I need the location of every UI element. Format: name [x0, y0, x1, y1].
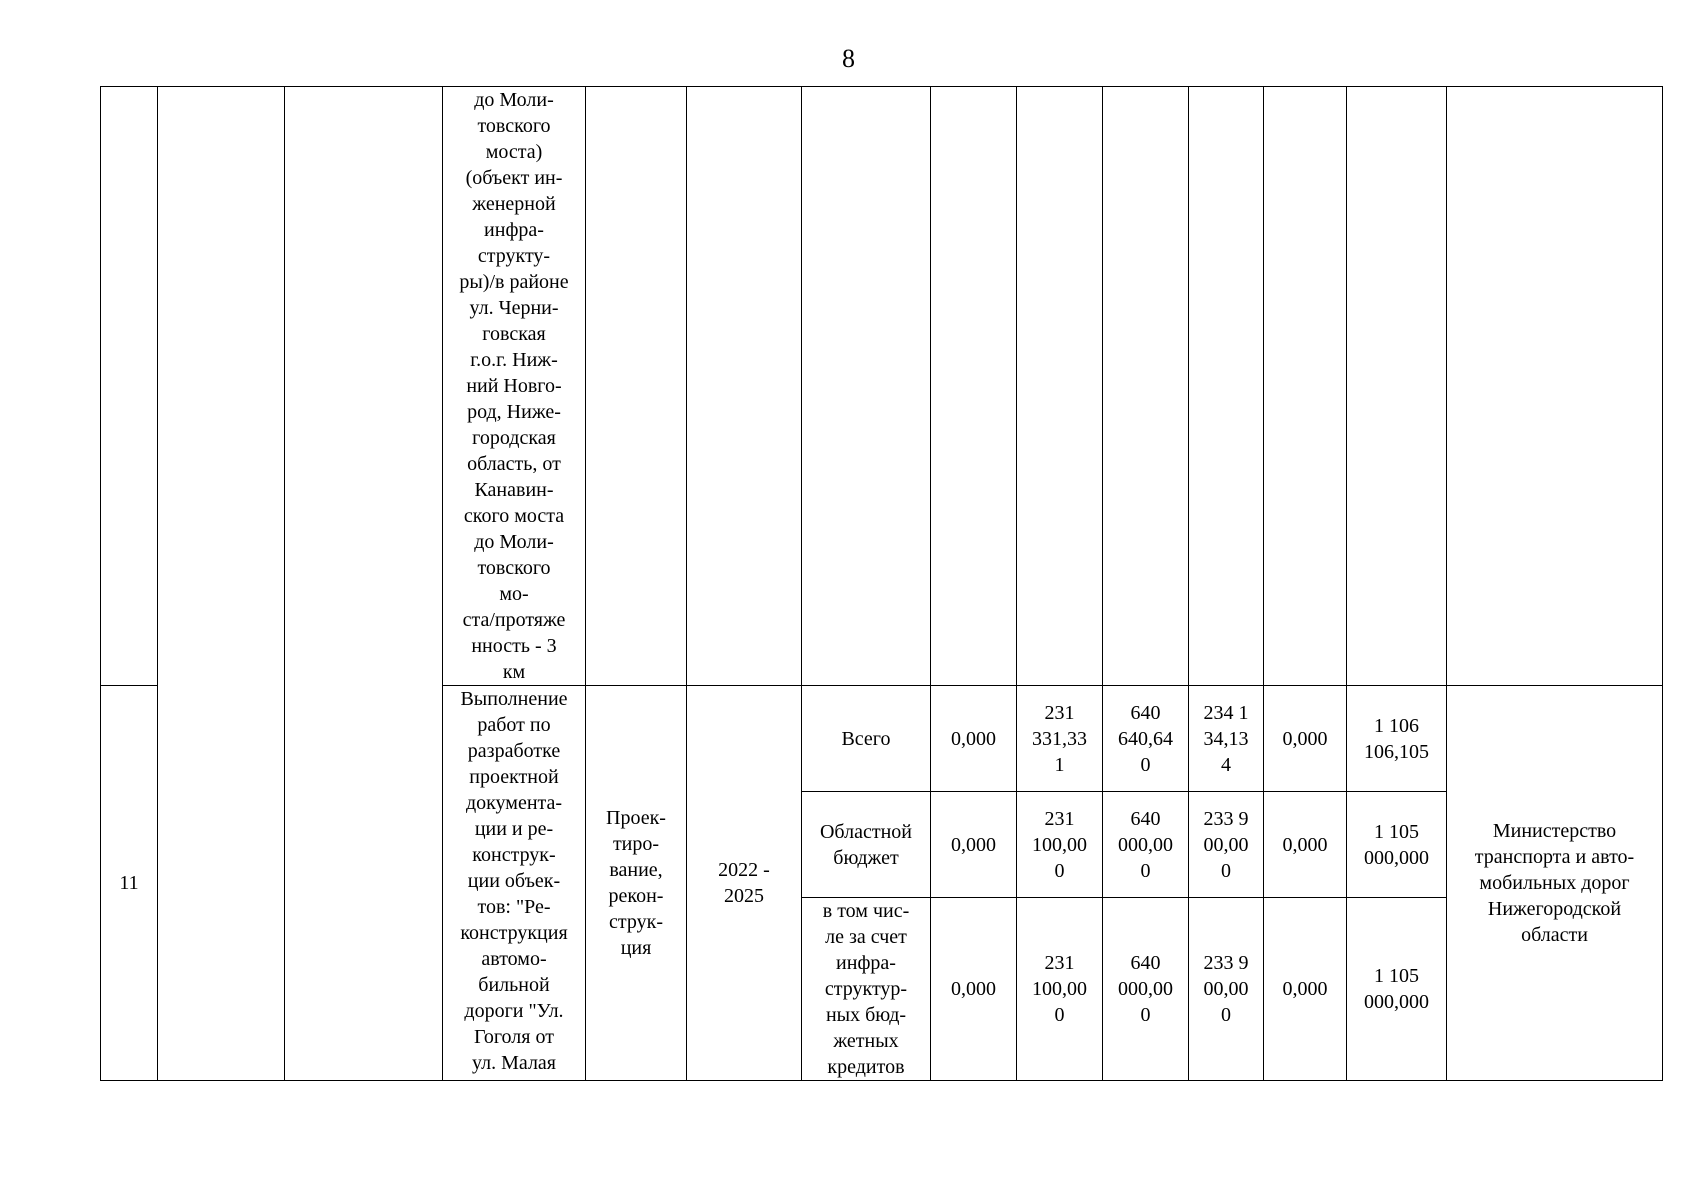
cell-period: 2022 - 2025	[687, 686, 802, 1081]
table-row	[101, 87, 1663, 686]
cell-amount: 233 9 00,00 0	[1189, 898, 1264, 1081]
cell-amount: 640 000,00 0	[1103, 792, 1189, 898]
cell-amount: 0,000	[1264, 898, 1347, 1081]
page-number: 8	[842, 44, 855, 73]
cell-empty	[1103, 87, 1189, 686]
cell-empty	[1264, 87, 1347, 686]
cell-amount: 0,000	[931, 898, 1017, 1081]
cell-amount: 0,000	[1264, 686, 1347, 792]
cell-amount: 0,000	[1264, 792, 1347, 898]
cell-amount: 231 100,00 0	[1017, 792, 1103, 898]
cell-amount: 0,000	[931, 792, 1017, 898]
cell-col2-merged	[158, 87, 285, 1081]
cell-empty	[1017, 87, 1103, 686]
budget-table	[100, 86, 1663, 1081]
cell-amount: 231 331,33 1	[1017, 686, 1103, 792]
cell-funding-source: Всего	[802, 686, 931, 792]
cell-amount: 233 9 00,00 0	[1189, 792, 1264, 898]
cell-empty	[931, 87, 1017, 686]
cell-executor: Министерство транспорта и авто- мобильных дорог Нижегородской области	[1447, 686, 1663, 1081]
cell-funding-source: в том чис- ле за счет инфра- структур- ных бюд- жетных кредитов	[802, 898, 931, 1081]
cell-funding-source: Областной бюджет	[802, 792, 931, 898]
cell-empty	[802, 87, 931, 686]
cell-empty	[687, 87, 802, 686]
cell-object-description-continued: до Моли- товского моста) (объект ин- женерной инфра- структу- ры)/в районе ул. Черни- говская г.о.г. Ниж- ний Новго- род, Ниже- городская область, от Канавин- ского моста до Моли- товского мо- ста/протяже нность - 3 км	[443, 87, 586, 686]
cell-empty	[1447, 87, 1663, 686]
cell-amount: 231 100,00 0	[1017, 898, 1103, 1081]
cell-empty	[1347, 87, 1447, 686]
cell-amount: 234 1 34,13 4	[1189, 686, 1264, 792]
cell-row-number-continued	[101, 87, 158, 686]
cell-work-type: Проек- тиро- вание, рекон- струк- ция	[586, 686, 687, 1081]
cell-amount: 640 640,64 0	[1103, 686, 1189, 792]
cell-empty	[1189, 87, 1264, 686]
cell-col3-merged	[285, 87, 443, 1081]
cell-object-description: Выполнение работ по разработке проектной документа- ции и ре- конструк- ции объек- тов: "Ре- конструкция автомо- бильной дороги "Ул. Гоголя от ул. Малая	[443, 686, 586, 1081]
cell-empty	[586, 87, 687, 686]
cell-row-number: 11	[101, 686, 158, 1081]
cell-amount-total: 1 105 000,000	[1347, 898, 1447, 1081]
cell-amount-total: 1 106 106,105	[1347, 686, 1447, 792]
cell-amount: 0,000	[931, 686, 1017, 792]
cell-amount-total: 1 105 000,000	[1347, 792, 1447, 898]
cell-amount: 640 000,00 0	[1103, 898, 1189, 1081]
